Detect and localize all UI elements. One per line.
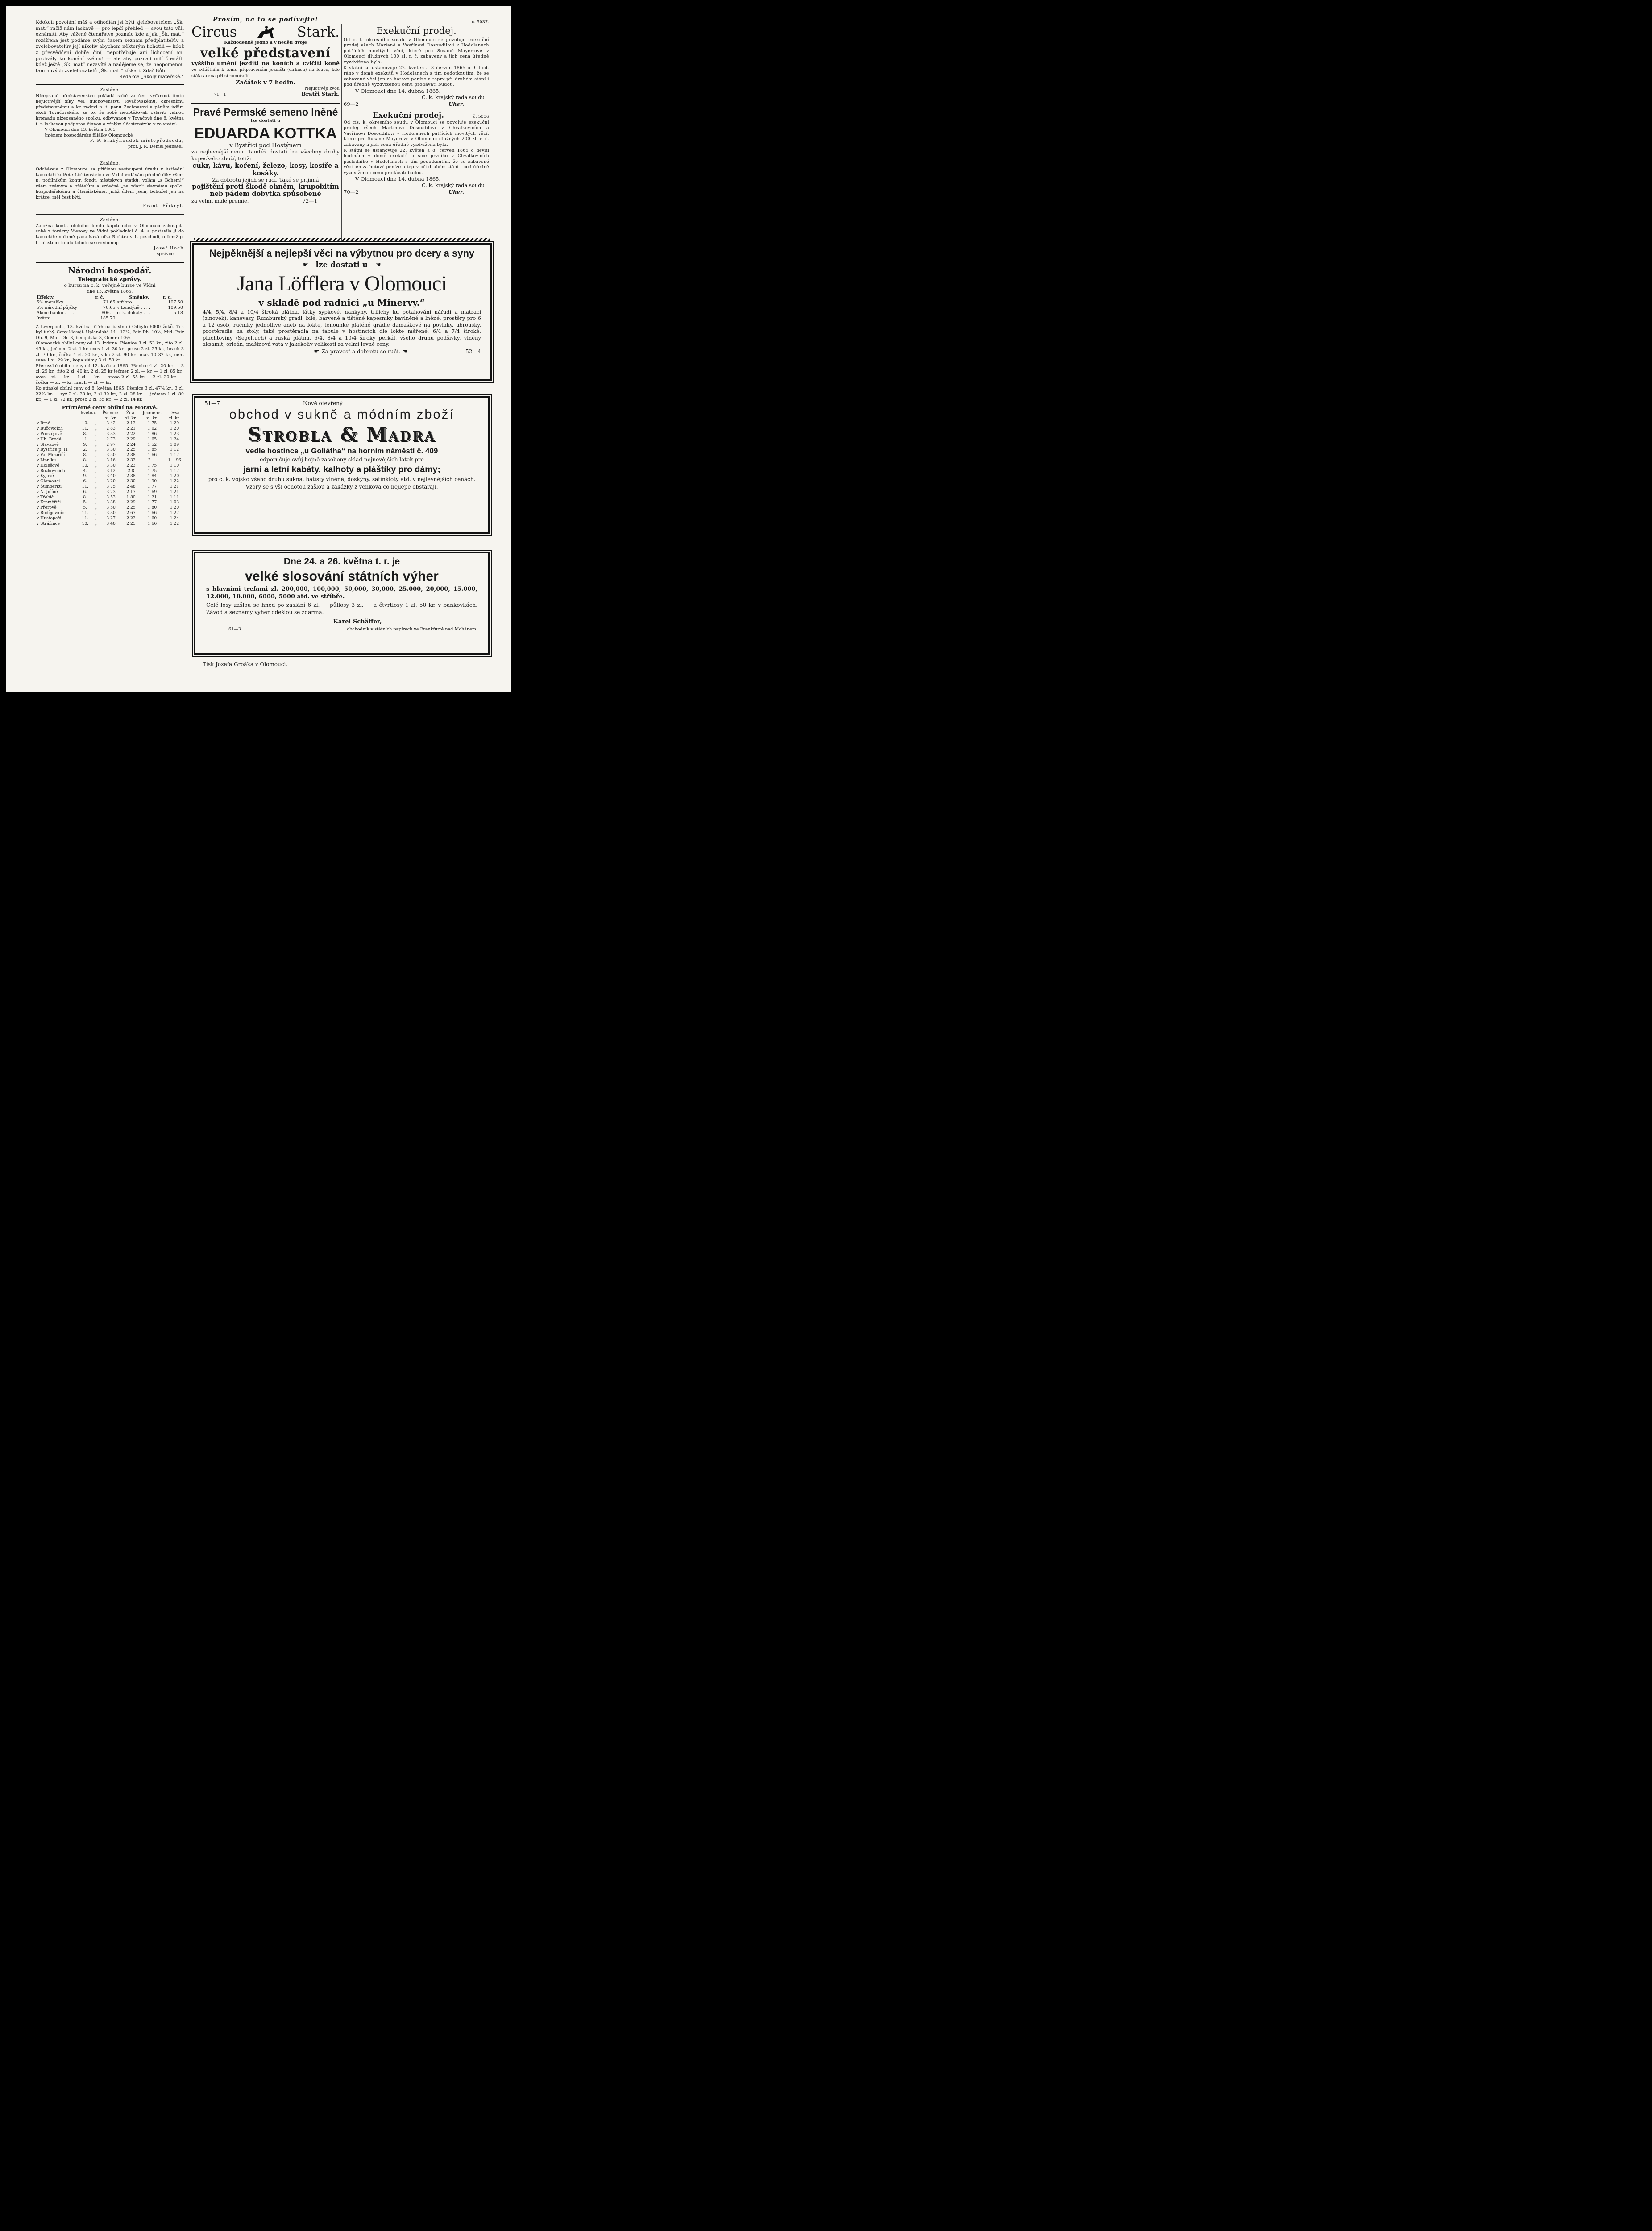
ad-get: lze dostati u <box>315 261 368 270</box>
avg-row: v Uh. Brodě 11. „ 2 73 2 29 1 65 1 24 <box>37 436 179 442</box>
ad-number: 71—1 <box>214 92 226 98</box>
merchant-name: Jana Löfflera v Olomouci <box>237 272 447 295</box>
avg-row: v Holešově 10. „ 3 30 2 23 1 75 1 10 <box>37 463 179 468</box>
exchange-row: Akcie banku . . . . 806.— c. k. dukáty . . . 5.18 <box>37 310 183 315</box>
guarantee: Za pravosť a dobrotu se ručí. <box>321 348 400 355</box>
zaslano-body: Nížepsané představenstvo pokládá sobě za čest vyřknout tímto nejuctivější díky vel. duchovenstvu Tovačovskému, okresnímu představenému a kr. radovi p. t. panu Zechnerovi a pánům úďům okolí Tovačovského za to, že sobě neobtěžovali oslaviti valnou hromadu nížepsaného spolku, odbývanou v Tovačově dne 8. května t. r. laskavou podporou činnou a vřelým účastenstvím v rokování. <box>36 93 184 127</box>
circus-big: velké představení <box>200 45 331 60</box>
execution-title: Exekuční prodej. <box>373 111 444 120</box>
zaslano-signature: F. P. Slabýhoudek místopředseda, <box>90 138 184 144</box>
lottery-date: Dne 24. a 26. května t. r. je <box>283 556 400 567</box>
zaslano-body: Záložna kontr. obilního fondu kapitolního v Olomouci zakoupila sobě z továrny Viesovy ve Vídni pokladnicí č. 4. a postavila ji do kanceláře v domě pana kavárníka Richtra v 1. poschodí, o čemž p. t. účastníci fondu tohoto se uvědomují <box>36 223 184 245</box>
circus-teaser: Prosím, na to se podívejte! <box>212 16 319 23</box>
seed-title: Pravé Permské semeno lněné <box>193 106 338 118</box>
execution-body: Od c. k. okresního soudu v Olomouci se povoluje exekuční prodej všech Marianě a Vavřínovi Dosoudilovi v Hodolanech patřících movitých věcí, které pro Susaně Mayer-ové v Olomouci dlužných 100 zl. r. č. zabaveny a jich cena úředně vyzdvižena byla. <box>344 37 489 65</box>
olomouc-prices: Olomoucké obilní ceny od 13. května. Pšenice 3 zl. 53 kr., žito 2 zl. 45 kr., ječmen 2 zl. 1 kr. oves 1 zl. 30 kr., proso 2 zl. 25 kr., hrach 3 zl. 70 kr., čočka 4 zl. 20 kr., vika 2 zl. 90 kr., mak 10 32 kr., cent sena 1 zl. 29 kr., kopa slámy 3 zl. 50 kr. <box>36 341 184 363</box>
lottery-title: velké slosování státních výher <box>245 569 439 584</box>
zaslano-signature: správce. <box>157 251 175 257</box>
ad-number: 69—2 <box>344 100 359 107</box>
zaslano-signature: prof. J. R. Demel jednatel. <box>128 144 184 149</box>
seed-text2: Za dobrotu jejich se ručí. Také se přijímá <box>212 177 319 183</box>
avg-row: v Bystřice p. H. 2. „ 3 30 2 25 1 85 1 12 <box>37 447 179 452</box>
liverpool-report: Z Liverpoolu, 13. května. (Trh na bavlnu.) Odbyto 6000 žoků. Trh byl tichý. Ceny klesají. Uplandská 14—13⅛, Fair Dh. 10½, Mid. Fair Dh. 9, Mid. Dh. 8, bengálská 8, Oomra 10½. <box>36 324 184 340</box>
shop-location: v skladě pod radnicí „u Minervy.“ <box>258 297 425 308</box>
avg-row: v Přerově 5. „ 3 50 2 25 1 80 1 20 <box>37 505 179 510</box>
avg-row: v N. Jičíně 6. „ 3 73 2 17 1 69 1 21 <box>37 489 179 494</box>
ad-samples: Vzory se s vší ochotou zašlou a zakázky z venkova co nejlépe obstarají. <box>245 483 438 490</box>
lottery-sub: obchodník v státních papírech ve Frankfurtě nad Mohánem. <box>347 627 477 632</box>
ad-lottery <box>194 552 490 655</box>
case-number: č. 5037. <box>472 20 489 25</box>
avg-row: v Kroměříži 5. „ 3 38 2 29 1 77 1 03 <box>37 500 179 505</box>
exchange-row: 5% metaliky . . . . 71.65 stříbro . . . . . 107.50 <box>37 300 183 305</box>
shop-location: vedle hostince „u Goliátha“ na horním náměstí č. 409 <box>245 447 438 455</box>
execution-signature: Uher. <box>448 189 464 195</box>
ad-number: 51—7 <box>204 400 220 406</box>
avg-row: v Šumberku 11. „ 3 75 2 48 1 77 1 21 <box>37 484 179 489</box>
zaslano-signature: Josef Hoch <box>154 246 184 251</box>
avg-row: v Bučovicích 11. „ 2 83 2 21 1 62 1 20 <box>37 426 179 431</box>
execution-date: V Olomouci dne 14. dubna 1865. <box>355 176 441 182</box>
ad-number: 70—2 <box>344 189 359 195</box>
exchange-row: úvěrní . . . . . . 185.70 <box>37 315 116 321</box>
column-middle <box>191 16 340 204</box>
column-left <box>36 20 184 526</box>
execution-body: Od cís. k. okresního soudu v Olomouci se povoluje exekuční prodej všech Martinovi Dosoudilovi v Chvalkovicích a Vavřínovi Dosoudilovi v Hodolanech patřících movitých věcí, které pro Susaně Mayerové v Olomouci dlužných 200 zl. r. č. zabaveny a jich cena úředně vyzdvižena byla. <box>344 120 489 147</box>
avg-row: v Třebíči 8. „ 3 53 1 80 1 21 1 11 <box>37 494 179 500</box>
ad-strobl-madr <box>194 396 490 534</box>
section-title: Národní hospodář. <box>68 266 152 276</box>
avg-row: v Strážnice 10. „ 3 40 2 25 1 66 1 22 <box>37 521 179 526</box>
merchant-name: Strobla & Madra <box>248 423 436 445</box>
telegraph-title: Telegrafické zprávy. <box>78 276 142 283</box>
ad-products: jarní a letní kabáty, kalhoty a pláštíky pro dámy; <box>243 464 440 474</box>
kojetin-prices: Kojetínské obilní ceny od 8. května 1865. Pšenice 3 zl. 47⅖ kr., 3 zl. 22⅖ kr. — ryž 2 zl. 30 kr, 2 zl 30 kr., 2 zl. 28 kr. — ječmen 1 zl. 80 kr., — 1 zl. 72 kr., proso 2 zl. 55 kr., — 2 zl. 14 kr. <box>36 386 184 402</box>
seed-get: lze dostati u <box>250 118 281 123</box>
avg-price-table <box>36 411 184 527</box>
ad-number: 61—3 <box>228 627 241 632</box>
lottery-prizes: s hlavními trefami zl. 200,000, 100,000, 50,000, 30,000, 25.000, 20,000, 15.000, 12.000, 10.000, 6000, 5000 atd. ve stříbře. <box>206 586 477 600</box>
pointing-hand-icon: ☚ <box>400 348 408 356</box>
zaslano-date: V Olomouci dne 13. května 1865. <box>45 127 117 133</box>
zaslano-signature: Frant. Přikryl. <box>143 203 184 208</box>
seed-place: v Bystřici pod Hostýnem <box>229 142 302 149</box>
avg-row: v Olomouci 6. „ 3 20 2 30 1 90 1 22 <box>37 479 179 484</box>
printer-imprint: Tisk Jozefa Groáka v Olomouci. <box>203 661 288 668</box>
telegraph-date: dne 15. května 1865. <box>87 289 133 294</box>
zaslano-body: Odcházeje z Olomouce za příčinou nastoupení úřadu v ústřední kanceláři knížete Lichtensteina ve Vídni vzdávám předně díky všem p. podílníkům kontr. fondu městských statků, volám „s Bohem!“ všem známým a přátelům a srdečné „na zdar!“ slavnému spolku hospodářskému a čtenářskému, jichž údem jsem, bohužel jen na krátce, měl čest býti. <box>36 167 184 200</box>
pointing-hand-icon: ☛ <box>375 261 381 269</box>
avg-row: v Val Meziříčí 8. „ 3 50 2 38 1 66 1 17 <box>37 452 179 458</box>
column-right <box>344 20 489 195</box>
avg-row: v Slavkově 9. „ 2 97 2 24 1 52 1 09 <box>37 442 179 447</box>
circus-title-right: Stark. <box>297 24 340 40</box>
column-rule <box>341 24 342 247</box>
pointing-hand-icon: ☛ <box>314 348 322 356</box>
school-notice: Kdokoli povolání máš a odhodlán jsi býti zjelebovatelem „Šk. mat.“ račiž nám laskavě — pro lepší přehled — svou tuto vůli oznámiti. Aby vážené čtenářstvo poznalo kde a jak „Šk. mat.“ rozšířena jest podáme svým časem seznam předplatitelův a zvelebovatelův její nikoliv abychom některým lichotili — kdož z přesvědčení dobře činí, nepotřebuje ani lichocení ani pochvály ku konání svému! — ale aby poznali milí čtenáři, kdež ještě „Šk. mat“ nezavítá a nadějeme se, že neopomenou tam nových zvelebozatelů „Šk. mat.“ získati. Zdař Bůh! <box>36 20 184 74</box>
telegraph-sub: o kursu na c. k. veřejné burse ve Vídni <box>64 283 156 289</box>
seed-insurance: pojištění proti škodě ohněm, krupobitím neb pádem dobytka spůsobené <box>192 182 339 198</box>
avg-row: v Kyjově 9. „ 3 40 2 38 1 84 1 20 <box>37 473 179 479</box>
circus-skill: vyššího umění jezditi na koních a cvičiti koně <box>191 59 340 66</box>
zaslano-heading: Zasláno. <box>100 87 120 93</box>
execution-court: C. k. krajský rada soudu <box>421 94 485 100</box>
seed-goods: cukr, kávu, koření, železo, kosy, kosíře a kosáky. <box>192 162 339 178</box>
execution-court: C. k. krajský rada soudu <box>421 182 485 189</box>
exchange-row: 5% národní půjčky . 76.65 v Londýně . . . . 109.50 <box>37 305 183 311</box>
circus-daily: Každodenně jedno a v neděli dvoje <box>224 40 307 45</box>
execution-signature: Uher. <box>448 100 464 107</box>
execution-body: K státní se ustanovuje 22. květen a 8. červen 1865 o deviti hodinách v domě exekutů a sice prvního v Chvalkovicích posledního v Hodolanech s tím podotknutím, že se zabavené věci jen za hotové peníze a teprv při druhém stání i pod úředně vyzdviženou cenu prodávati budou. <box>344 148 489 175</box>
circus-place: ve zvláštním k tomu připraveném jezdišti (cirkusu) na louce, kde stála arena při stromořadí. <box>191 67 340 79</box>
newspaper-page <box>6 6 511 692</box>
lottery-tickets: Celé losy zašlou se hned po zaslání 6 zl. — půllosy 3 zl. — a čtvrtlosy 1 zl. 50 kr. v bankovkách. Závod a seznamy výher odešlou se zdarma. <box>206 602 477 615</box>
seed-merchant: EDUARDA KOTTKA <box>194 124 337 142</box>
seed-low: za velmi malé premie. <box>191 197 249 204</box>
lottery-signature: Karel Schäffer, <box>333 618 382 625</box>
avg-row: v Bozkovicích 4. „ 3 12 2 8 1 75 1 17 <box>37 468 179 473</box>
execution-body: K státní se ustanovuje 22. květen a 8 červen 1865 o 9. hod. ráno v domě exekutů v Hodolanech s tím podotknutím, že se zabavené věci jen za hotové peníze a teprv při druhém stání i pod úředně vyzdviženou cenu prodávati budou. <box>344 65 489 87</box>
avg-row: v Prostějově 8. „ 3 33 2 22 1 86 1 23 <box>37 431 179 437</box>
ad-headline: Nejpěknější a nejlepší věci na výbytnou pro dcery a syny <box>209 248 475 259</box>
case-number: č. 5036 <box>473 114 489 119</box>
avg-row: v Budějovicích 11. „ 3 30 2 67 1 66 1 27 <box>37 510 179 515</box>
circus-title-left: Circus <box>191 24 237 40</box>
zaslano-heading: Zasláno. <box>100 217 120 223</box>
avg-row: v Brně 10. „ 3 42 2 13 1 75 1 29 <box>37 421 179 426</box>
zaslano-org: Jménem hospodářské filiálky Olomoucké <box>45 133 133 138</box>
avg-header: května. Pšenice. Žita. Ječmene. Ovsa <box>81 410 180 415</box>
ad-loeffler <box>192 243 492 381</box>
circus-start: Začátek v 7 hodin. <box>236 79 295 86</box>
execution-date: V Olomouci dne 14. dubna 1865. <box>355 87 441 94</box>
ad-recommend: odporučuje svůj hojně zasobený sklad nejnovějších látek pro <box>260 456 424 463</box>
ad-number: 52—4 <box>465 348 481 355</box>
avg-title: Průměrné ceny obilní na Moravě. <box>62 404 158 411</box>
execution-title: Exekuční prodej. <box>376 25 457 36</box>
circus-invite: Nejuctivěji zvou <box>304 86 340 91</box>
exchange-table: Effekty. r. č. Směnky. r. c. 5% metaliky . . . . 71.65 stříbro . . . . . 107.50 5% národní půjčky . 76.65 v Londýně . . . . 109.50 Akcie banku . . . . 806.— c. k. dukáty . . . 5.18 úvěrní . . . . . . 185.70 <box>37 294 183 321</box>
school-signature: Redakce „Školy mateřské.“ <box>119 74 184 80</box>
ad-number: 72—1 <box>302 197 317 204</box>
pointing-hand-icon: ☛ <box>303 261 309 269</box>
ad-military: pro c. k. vojsko všeho druhu sukna, batisty vlněné, doskýny, satinkloty atd. v nejlevnějších cenách. <box>208 476 476 482</box>
circus-title <box>191 24 340 40</box>
zaslano-heading: Zasláno. <box>100 161 120 166</box>
avg-header: zl. kr. zl. kr. zl. kr. zl. kr. <box>105 415 180 421</box>
shop-type: obchod v sukně a módním zboží <box>229 407 455 422</box>
prerov-prices: Přerovské obilní ceny od 12. května 1865. Pšenice 4 zl. 20 kr. — 3 zl. 25 kr., žito 2 zl. 40 kr. 2 zl. 25 kr ječmen 2 zl. — kr. — 1 zl. 85 kr.; oves —zl. — kr. — 1 zl. — kr. — proso 2 zl. 55 kr. — 2 zl. 30 kr. —, čočka — zl. — kr. hrach — zl. — kr. <box>36 363 184 386</box>
circus-signature: Bratři Stark. <box>301 91 340 98</box>
seed-text: za nejlevnější cenu. Tamtéž dostati lze všechny druhy kupeckého zboží, totiž: <box>191 149 340 162</box>
avg-row: v Hustopeči 11. „ 3 27 2 23 1 60 1 24 <box>37 515 179 521</box>
ad-new: Nově otevřený <box>303 400 343 406</box>
horse-rider-icon <box>255 25 279 40</box>
avg-row: v Lipníku 8. „ 3 16 2 33 2 — 1 —96 <box>37 458 181 463</box>
goods-list: 4/4, 5/4, 8/4 a 10/4 široká plátna, látky sypkové, nankyny, trilichy ku potahování nářadí a matraci (zínovek), kanevasy, Rumburský gradl, bílé, barvené a tištěné kapesníky bavlněné a lněné, prostěry pro 6 a 12 osob, ručníky jednotlivé aneb na lokte, teňounké plátěné grádle damaškové na povlaky, ubrousky, prostěradla na stoly, také prostěradla na tabule v hostincích dle lokte měřené, 6/4 a 7/4 široké, plachtoviny (Segeltuch) a ruská plátna, 6/4, 8/4 a 10/4 široký perkál, všeho druhu podšívky, vlněný aksamit, orleán, mašinová vata v jakékoliv velikosti za velmi levné ceny. <box>203 309 481 348</box>
